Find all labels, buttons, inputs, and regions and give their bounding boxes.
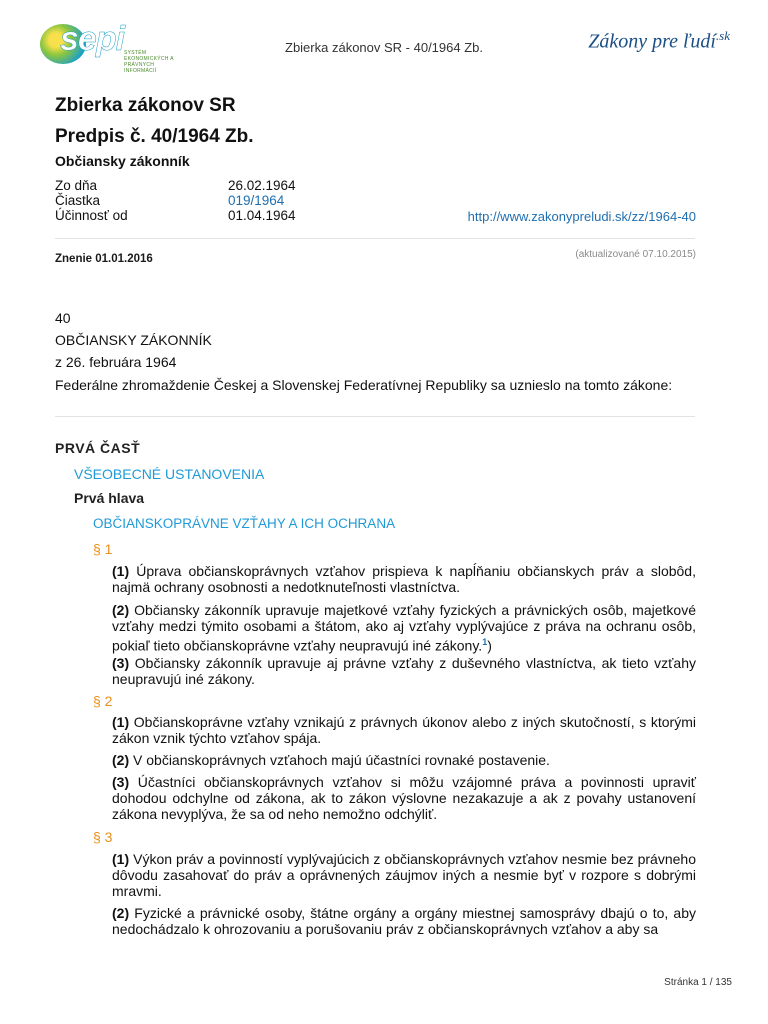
law-date: z 26. februára 1964 [55,354,177,370]
clause-text: Občiansky zákonník upravuje majetkové vzťahy fyzických a právnických osôb, majetkové vzťahy medzi týmito osobami a štátom, ako aj vzťahy vyplývajúce z práva na ochranu osôb, pokiaľ tieto občianskoprávne vzťahy neupravujú iné zákony. [112,602,696,654]
updated-label: (aktualizované 07.10.2015) [575,249,696,260]
clause-number: (1) [112,714,130,730]
meta-label-part: Čiastka [55,193,101,208]
clause-number: (3) [112,774,130,790]
footnote-link[interactable]: 1 [482,637,488,647]
page-number: Stránka 1 / 135 [664,977,732,988]
clause [112,655,696,687]
header-title: Zbierka zákonov SR - 40/1964 Zb. [285,40,483,55]
logo-subtext: SYSTÉM EKONOMICKÝCH A PRÁVNYCH INFORMÁCIÍ [124,50,174,74]
clause [112,714,696,746]
meta-value-effective: 01.04.1964 [228,208,296,223]
clause-tail: ) [487,637,492,654]
collection-title: Zbierka zákonov SR [55,95,236,116]
clause [112,905,696,937]
clause-text: Účastníci občianskoprávnych vzťahov si môžu vzájomné práva a povinnosti upraviť dohodou odchylne od zákona, ak to zákon výslovne nezakazuje a ak z povahy ustanovení zákona nevyplýva, že sa od neho nemožno odchýliť. [112,774,696,822]
head-heading: Prvá hlava [74,490,145,506]
clause-text: Úprava občianskoprávnych vzťahov prispieva k napĺňaniu občianskych práv a slobôd, najmä ochrany osobnosti a nedotknuteľnosti vlastníctva. [112,563,696,595]
clause [112,851,696,899]
clause-text: V občianskoprávnych vzťahoch majú účastníci rovnaké postavenie. [129,752,550,768]
brand-suffix: .sk [715,28,730,43]
divider [55,238,695,239]
clause-text: Fyzické a právnické osoby, štátne orgány a orgány miestnej samosprávy dbajú o to, aby nedochádzalo k ohrozovaniu a porušovaniu práv z občianskoprávnych vzťahov a aby sa [112,905,696,937]
brand-logo [588,28,730,54]
clause-number: (1) [112,563,130,579]
paragraph-mark: § 2 [93,693,113,709]
section-heading: VŠEOBECNÉ USTANOVENIA [74,466,265,482]
regulation-title: Predpis č. 40/1964 Zb. [55,126,254,147]
clause-number: (2) [112,752,130,768]
law-name: Občiansky zákonník [55,153,190,169]
logo-wordmark: sepi [60,20,125,58]
source-url-link[interactable]: http://www.zakonypreludi.sk/zz/1964-40 [467,209,696,224]
brand-main: Zákony pre ľudí [588,30,716,53]
meta-value-part-link[interactable]: 019/1964 [228,193,285,208]
paragraph-mark: § 1 [93,541,113,557]
clause [112,563,696,595]
clause-number: (1) [112,851,130,867]
clause [112,774,696,822]
law-number: 40 [55,310,71,326]
paragraph-mark: § 3 [93,829,113,845]
part-heading: PRVÁ ČASŤ [55,440,141,456]
clause-text: Občianskoprávne vzťahy vznikajú z právnych úkonov alebo z iných skutočností, s ktorými zákon vznik týchto vzťahov spája. [112,714,696,746]
clause-number: (2) [112,905,130,921]
clause-number: (3) [112,655,130,671]
subsection-heading: OBČIANSKOPRÁVNE VZŤAHY A ICH OCHRANA [93,516,396,531]
divider [55,416,695,417]
meta-label-date: Zo dňa [55,178,98,193]
clause [112,602,696,654]
clause-text: Občiansky zákonník upravuje aj právne vzťahy z duševného vlastníctva, ak tieto vzťahy neupravujú iné zákony. [112,655,696,687]
law-heading: OBČIANSKY ZÁKONNÍK [55,332,212,348]
clause-text: Výkon práv a povinností vyplývajúcich z občianskoprávnych vzťahov nesmie bez právneho dôvodu zasahovať do práv a oprávnených záujmov iných a nesmie byť v rozpore s dobrými mravmi. [112,851,696,899]
meta-value-date: 26.02.1964 [228,178,296,193]
clause-number: (2) [112,602,130,618]
meta-label-effective: Účinnosť od [55,208,128,223]
clause [112,752,696,768]
version-label: Znenie 01.01.2016 [55,253,153,265]
law-preamble: Federálne zhromaždenie Českej a Slovenskej Federatívnej Republiky sa uznieslo na tomto zákone: [55,377,673,393]
